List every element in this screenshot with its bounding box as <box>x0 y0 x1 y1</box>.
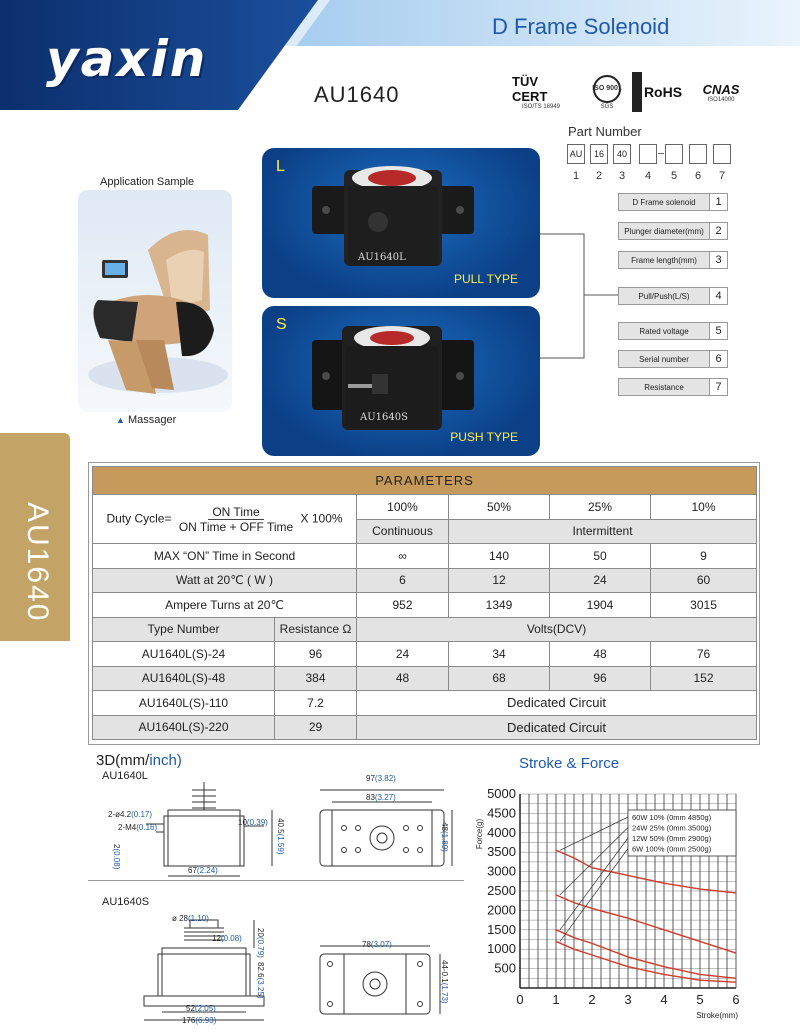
table-cell: 152 <box>651 666 757 691</box>
legend-label: Plunger diameter(mm) <box>618 222 710 240</box>
legend-number: 2 <box>710 222 728 240</box>
part-box: 16 <box>590 144 608 164</box>
dim-label: 12(0.08) <box>212 934 242 943</box>
dim-label: 20(0.79) <box>256 928 265 958</box>
brand-logo: yaxin <box>46 30 208 88</box>
part-index: 6 <box>694 170 702 182</box>
part-index: 5 <box>670 170 678 182</box>
intermittent-label: Intermittent <box>449 519 757 544</box>
y-tick-label: 1500 <box>487 921 516 937</box>
type-resistance: 7.2 <box>275 691 357 716</box>
continuous-label: Continuous <box>357 519 449 544</box>
y-tick-label: 2500 <box>487 883 516 898</box>
duty-value: 25% <box>550 495 651 520</box>
table-cell: 6 <box>357 568 449 593</box>
dedicated-circuit: Dedicated Circuit <box>357 715 757 740</box>
legend-number: 4 <box>710 287 728 305</box>
pull-type-label: PULL TYPE <box>453 272 518 286</box>
legend-entry: 6W 100% (0mm 2500g) <box>632 844 712 854</box>
s-top-drawing <box>318 940 448 1020</box>
y-tick-label: 2000 <box>487 902 516 918</box>
table-cell: 12 <box>449 568 550 593</box>
duty-value: 100% <box>357 495 449 520</box>
dim-label: 48(1.89) <box>440 822 449 852</box>
type-name: AU1640L(S)-220 <box>93 715 275 740</box>
legend-entry: 24W 25% (0mm 3500g) <box>632 823 712 833</box>
l-model-label: AU1640L <box>102 770 148 782</box>
type-number-header: Type Number <box>93 617 275 642</box>
legend-pointer <box>560 828 628 895</box>
panel-letter-s: S <box>276 316 287 333</box>
dim-label: 52(2.05) <box>186 1004 216 1013</box>
x-tick-label: 1 <box>552 992 560 1007</box>
tuv-cert-logo: TÜV CERT ISO/TS 16949 <box>512 74 561 110</box>
legend-label: D Frame solenoid <box>618 193 710 211</box>
stamp-text-s: AU1640S <box>360 412 408 423</box>
y-tick-label: 3500 <box>487 844 516 860</box>
y-tick-label: 3000 <box>487 863 516 879</box>
massager-photo <box>78 190 232 412</box>
table-cell: 1904 <box>550 593 651 618</box>
page-title: D Frame Solenoid <box>492 14 670 39</box>
part-box <box>713 144 731 164</box>
part-index: 7 <box>718 170 726 182</box>
dimensions-title: 3D(mm/inch) <box>96 752 182 769</box>
type-name: AU1640L(S)-24 <box>93 642 275 667</box>
table-cell: 1349 <box>449 593 550 618</box>
row-label: Watt at 20℃ ( W ) <box>93 568 357 593</box>
row-label: Ampere Turns at 20℃ <box>93 593 357 618</box>
legend-number: 5 <box>710 322 728 340</box>
volts-header: Volts(DCV) <box>357 617 757 642</box>
dedicated-circuit: Dedicated Circuit <box>357 691 757 716</box>
drawing-separator <box>88 880 464 881</box>
push-type-label: PUSH TYPE <box>450 430 518 444</box>
triangle-icon: ▲ <box>116 415 125 425</box>
part-index: 1 <box>572 170 580 182</box>
table-cell: 140 <box>449 544 550 569</box>
part-number-title: Part Number <box>568 124 642 139</box>
model-number: AU1640 <box>314 82 400 107</box>
part-index: 4 <box>644 170 652 182</box>
dim-label: 82.6(3.25) <box>256 962 265 999</box>
table-cell: 24 <box>550 568 651 593</box>
dim-label: ø 28(1.10) <box>172 914 209 923</box>
x-tick-label: 2 <box>588 992 596 1007</box>
y-tick-label: 4500 <box>487 805 516 821</box>
part-box <box>689 144 707 164</box>
pull-type-panel <box>262 148 540 298</box>
legend-number: 6 <box>710 350 728 368</box>
application-sample-label: Application Sample <box>100 176 195 188</box>
dim-label: 40.5(1.59) <box>276 818 285 855</box>
cnas-logo: CNAS ISO14000 <box>702 81 740 103</box>
table-cell: 60 <box>651 568 757 593</box>
table-cell: 76 <box>651 642 757 667</box>
type-resistance: 29 <box>275 715 357 740</box>
parameters-table <box>92 466 757 740</box>
type-name: AU1640L(S)-110 <box>93 691 275 716</box>
side-tab-label: AU1640 <box>21 502 54 623</box>
dim-label: 44-0.1(1.73) <box>440 960 449 1004</box>
legend-number: 1 <box>710 193 728 211</box>
dim-label: 2-M4(0.16) <box>118 823 158 832</box>
dim-label: 10(0.39) <box>238 818 268 827</box>
dim-label: 2-ø4.2(0.17) <box>108 810 153 819</box>
part-box <box>639 144 657 164</box>
parameters-caption: PARAMETERS <box>93 467 757 495</box>
x-tick-label: 6 <box>732 992 740 1007</box>
dim-label: 78(3.07) <box>362 940 392 949</box>
connector-lines <box>540 200 620 370</box>
legend-label: Resistance <box>618 378 710 396</box>
dim-label: 97(3.82) <box>366 774 396 783</box>
x-tick-label: 4 <box>660 992 668 1007</box>
legend-label: Serial number <box>618 350 710 368</box>
part-box: 40 <box>613 144 631 164</box>
duty-cycle-formula: Duty Cycle= $\frac{\text{ON Time}}{\text{ON Time + OFF Time}}$ X 100% <box>93 495 357 544</box>
duty-value: 50% <box>449 495 550 520</box>
table-cell: 952 <box>357 593 449 618</box>
x-axis-label: Stroke(mm) <box>696 1011 738 1020</box>
table-cell: 68 <box>449 666 550 691</box>
legend-pointer <box>560 817 628 850</box>
table-cell: ∞ <box>357 544 449 569</box>
pull-solenoid-image <box>308 164 478 274</box>
x-tick-label: 0 <box>516 992 524 1007</box>
duty-value: 10% <box>651 495 757 520</box>
type-name: AU1640L(S)-48 <box>93 666 275 691</box>
y-tick-label: 500 <box>494 960 516 976</box>
table-cell: 50 <box>550 544 651 569</box>
legend-number: 7 <box>710 378 728 396</box>
part-index: 2 <box>595 170 603 182</box>
y-tick-label: 1000 <box>487 941 516 957</box>
y-axis-label: Force(g) <box>475 818 484 850</box>
legend-number: 3 <box>710 251 728 269</box>
massager-caption: ▲ Massager <box>116 414 177 426</box>
x-tick-label: 3 <box>624 992 632 1007</box>
legend-entry: 12W 50% (0mm 2900g) <box>632 834 712 843</box>
resistance-header: Resistance Ω <box>275 617 357 642</box>
part-dash <box>658 153 664 154</box>
s-model-label: AU1640S <box>102 896 150 908</box>
chart-title: Stroke & Force <box>519 755 620 772</box>
type-resistance: 384 <box>275 666 357 691</box>
legend-label: Pull/Push(L/S) <box>618 287 710 305</box>
dim-label: 176(6.93) <box>182 1016 217 1025</box>
dim-label: 67(2.24) <box>188 866 218 875</box>
y-tick-label: 4000 <box>487 824 516 840</box>
legend-label: Rated voltage <box>618 322 710 340</box>
table-cell: 34 <box>449 642 550 667</box>
stamp-text-l: AU1640L <box>358 252 406 263</box>
table-cell: 96 <box>550 666 651 691</box>
push-type-panel <box>262 306 540 456</box>
rohs-logo: RoHS <box>632 72 684 112</box>
push-solenoid-image <box>308 320 478 436</box>
iso9001-logo: ISO 9001 SGS <box>578 72 636 112</box>
part-box <box>665 144 683 164</box>
part-index: 3 <box>618 170 626 182</box>
table-cell: 9 <box>651 544 757 569</box>
table-cell: 48 <box>357 666 449 691</box>
part-box: AU <box>567 144 585 164</box>
row-label: MAX “ON” Time in Second <box>93 544 357 569</box>
dim-label: 2(0.08) <box>112 844 121 870</box>
table-cell: 24 <box>357 642 449 667</box>
table-cell: 3015 <box>651 593 757 618</box>
table-cell: 48 <box>550 642 651 667</box>
type-resistance: 96 <box>275 642 357 667</box>
legend-entry: 60W 10% (0mm 4850g) <box>632 813 712 822</box>
legend-label: Frame length(mm) <box>618 251 710 269</box>
dim-label: 83(3.27) <box>366 793 396 802</box>
panel-letter-l: L <box>276 158 285 175</box>
x-tick-label: 5 <box>696 992 704 1007</box>
legend-pointer <box>560 849 628 942</box>
stroke-force-chart <box>470 780 782 1026</box>
y-tick-label: 5000 <box>487 786 516 801</box>
